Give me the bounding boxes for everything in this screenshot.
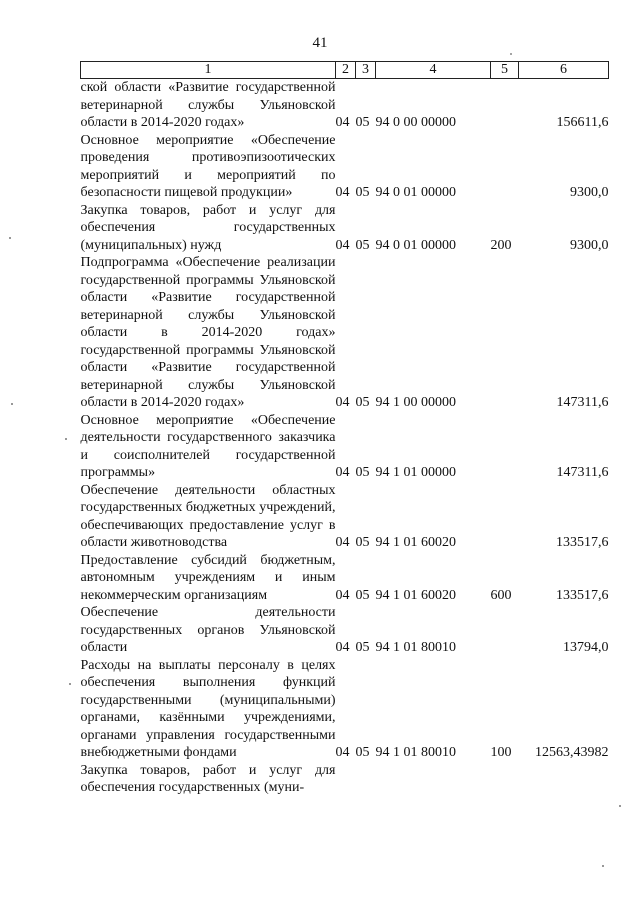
row-section: 04	[335, 395, 350, 410]
row-target-article: 94 1 01 80010	[375, 745, 456, 760]
row-subsection: 05	[355, 395, 370, 410]
table-row	[81, 657, 609, 762]
row-target-article: 94 0 00 00000	[375, 115, 456, 130]
table-body	[81, 79, 609, 797]
header-cell-target-article: 4	[376, 62, 491, 79]
row-subsection	[356, 762, 376, 797]
row-subsection: 05	[355, 535, 370, 550]
budget-table	[80, 61, 609, 797]
row-name: Расходы на выплаты персоналу в целях обеспечения выполнения функций государственными (муниципальными) органами, казёнными учреждениями, органами управления государственными внебюджетными фондами	[80, 657, 336, 760]
row-section: 04	[335, 535, 350, 550]
table-row	[81, 132, 609, 202]
row-subsection: 05	[355, 185, 370, 200]
table-row	[81, 482, 609, 552]
table-row	[81, 604, 609, 657]
row-name: ской области «Развитие государственной ветеринарной службы Ульяновской области в 2014-2020 годах»	[80, 80, 336, 130]
row-name: Предоставление субсидий бюджетным, автономным учреждениям и иным некоммерческим организациям	[80, 552, 336, 603]
row-name: Основное мероприятие «Обеспечение деятельности государственного заказчика и соисполнителей государственной программы»	[80, 412, 336, 480]
row-expense-type	[491, 762, 519, 797]
row-amount: 12563,43982	[535, 745, 609, 760]
row-amount: 9300,0	[570, 237, 609, 253]
table-row	[81, 412, 609, 482]
row-name: Обеспечение деятельности государственных органов Ульяновской области	[80, 605, 336, 655]
table-row	[81, 762, 609, 797]
table-row	[81, 79, 609, 132]
row-section	[336, 762, 356, 797]
page-number: 41	[312, 35, 328, 51]
header-cell-name: 1	[81, 62, 336, 79]
row-name: Подпрограмма «Обеспечение реализации государственной программы Ульяновской области «Развитие государственной ветеринарной службы Ульяновской области в 2014-2020 годах» государственной программы Ульяновской области «Развитие государственной ветеринарной службы Ульяновской области в 2014-2020 годах»	[80, 255, 336, 410]
row-subsection: 05	[355, 237, 370, 253]
row-section: 04	[335, 640, 350, 655]
row-expense-type	[491, 79, 519, 132]
header-cell-expense-type: 5	[491, 62, 519, 79]
table-row	[81, 254, 609, 412]
row-section: 04	[335, 465, 350, 480]
row-expense-type	[491, 412, 519, 482]
row-amount: 147311,6	[556, 395, 609, 410]
row-section: 04	[335, 587, 350, 603]
row-section: 04	[335, 185, 350, 200]
row-amount: 133517,6	[556, 535, 609, 550]
row-amount: 133517,6	[556, 587, 609, 603]
row-name: Основное мероприятие «Обеспечение проведения противоэпизоотических мероприятий и мероприятий по безопасности пищевой продукции»	[80, 132, 336, 200]
row-expense-type: 200	[490, 237, 512, 253]
row-target-article: 94 1 01 60020	[375, 587, 456, 603]
row-amount	[519, 762, 609, 797]
row-subsection: 05	[355, 745, 370, 760]
row-target-article: 94 1 00 00000	[375, 395, 456, 410]
row-expense-type	[491, 254, 519, 412]
header-cell-section: 2	[336, 62, 356, 79]
row-expense-type	[491, 132, 519, 202]
row-name: Обеспечение деятельности областных государственных бюджетных учреждений, обеспечивающих предоставление услуг в области животноводства	[80, 482, 336, 550]
row-target-article: 94 1 01 60020	[375, 535, 456, 550]
row-target-article: 94 0 01 00000	[375, 237, 456, 253]
table-row	[81, 552, 609, 605]
row-expense-type	[491, 482, 519, 552]
row-expense-type: 100	[490, 745, 512, 760]
row-amount: 13794,0	[563, 640, 609, 655]
row-name: Закупка товаров, работ и услуг для обеспечения государственных (муниципальных) нужд	[80, 202, 336, 253]
row-target-article: 94 1 01 00000	[375, 465, 456, 480]
row-target-article	[376, 762, 491, 797]
header-cell-subsection: 3	[356, 62, 376, 79]
row-subsection: 05	[355, 465, 370, 480]
row-expense-type: 600	[490, 587, 512, 603]
row-subsection: 05	[355, 640, 370, 655]
row-target-article: 94 0 01 00000	[375, 185, 456, 200]
row-amount: 147311,6	[556, 465, 609, 480]
row-expense-type	[491, 604, 519, 657]
row-section: 04	[335, 237, 350, 253]
row-name: Закупка товаров, работ и услуг для обеспечения государственных (муни-	[80, 762, 336, 795]
header-cell-amount: 6	[519, 62, 609, 79]
table-row	[81, 202, 609, 255]
row-amount: 156611,6	[556, 115, 609, 130]
row-section: 04	[335, 115, 350, 130]
row-subsection: 05	[355, 587, 370, 603]
row-amount: 9300,0	[570, 185, 609, 200]
table-header-row	[81, 62, 609, 79]
row-target-article: 94 1 01 80010	[375, 640, 456, 655]
row-subsection: 05	[355, 115, 370, 130]
row-section: 04	[335, 745, 350, 760]
